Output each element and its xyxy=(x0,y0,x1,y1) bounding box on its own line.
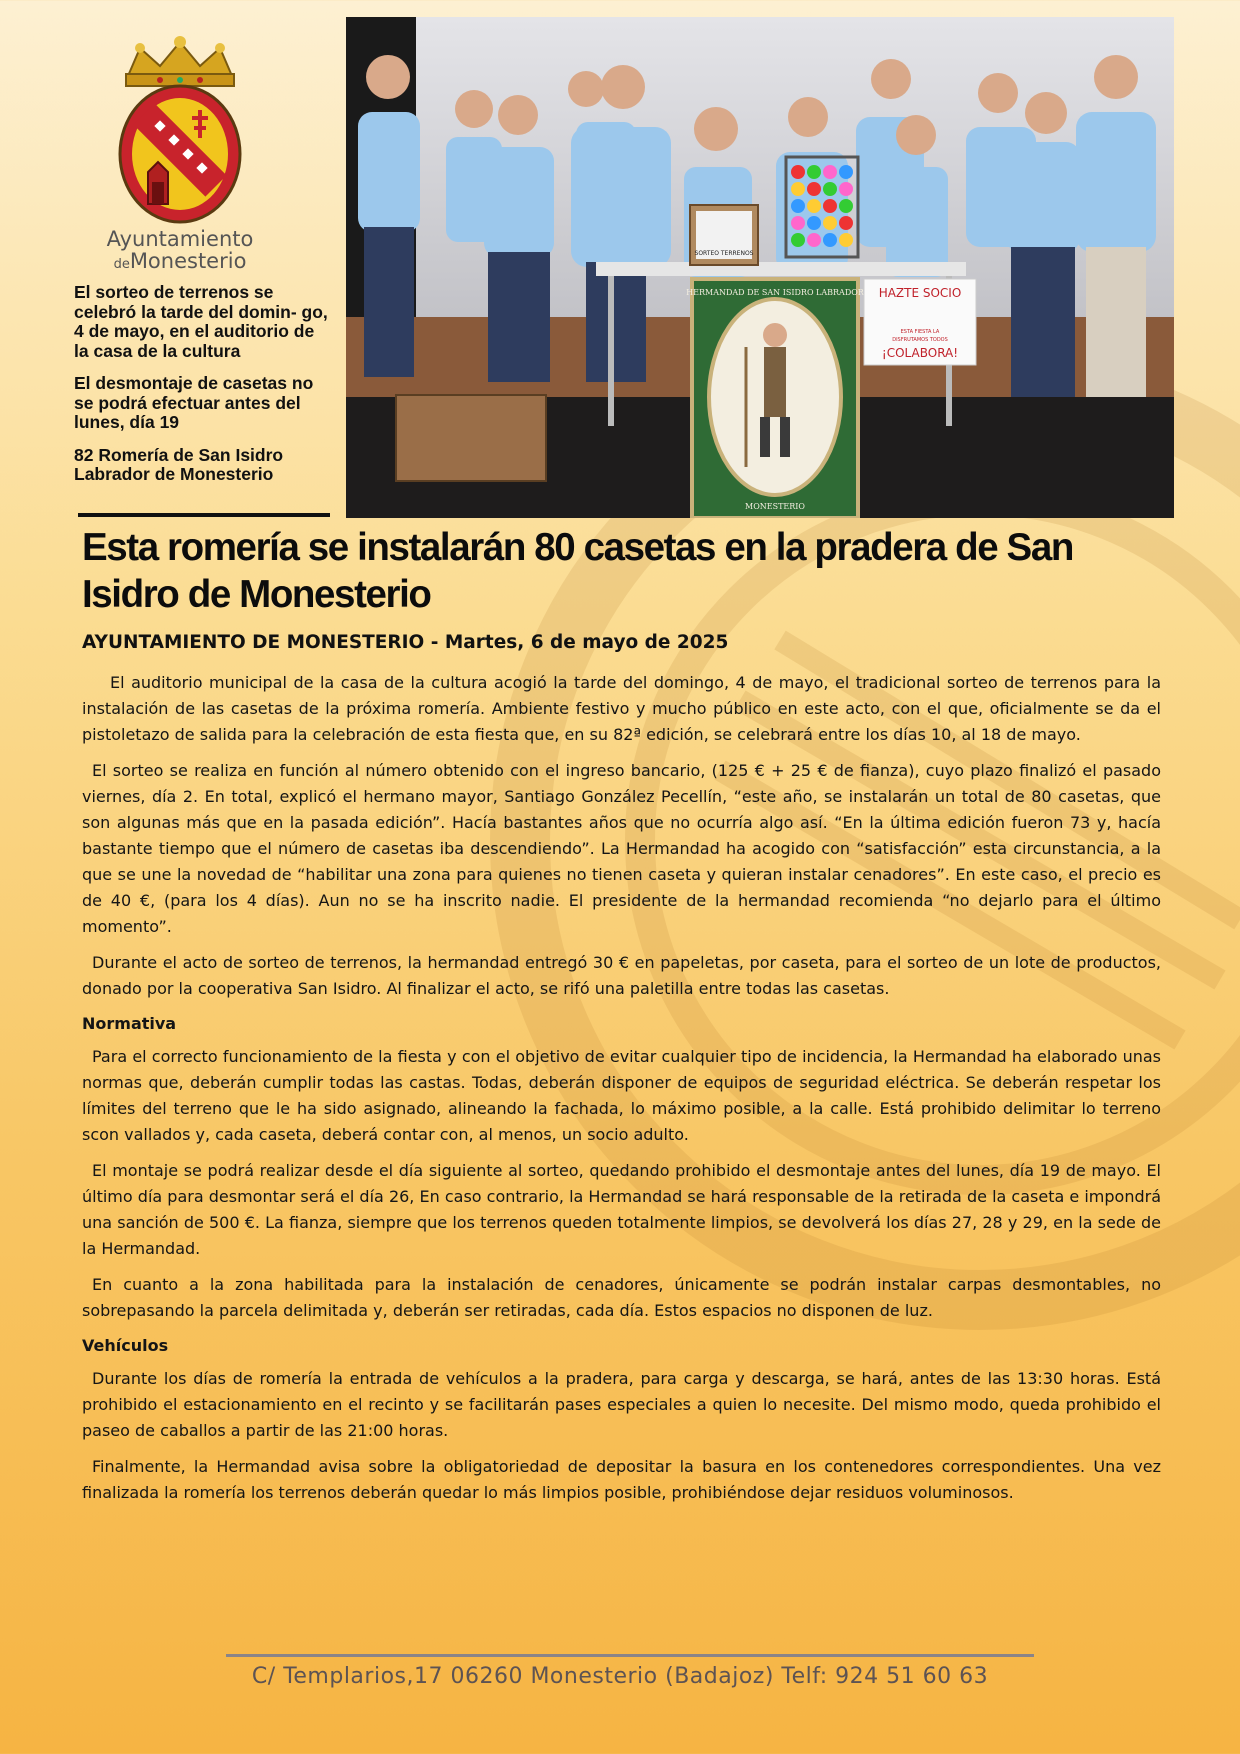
article-paragraph: El montaje se podrá realizar desde el día siguiente al sorteo, quedando prohibido el desmontaje antes del lunes, día 19 de mayo. El último día para desmontar será el día 26, En caso contrario, la Hermandad se hará responsable de la retirada de la caseta e impondrá una sanción de 500 €. La fianza, siempre que los terrenos queden totalmente limpios, se devolverá los días 27, 28 y 29, en la sede de la Hermandad. xyxy=(82,1161,1161,1258)
logo-line-2: Monesterio xyxy=(129,249,247,273)
logo-line-1: Ayuntamiento xyxy=(106,227,254,251)
highlight-3: 82 Romería de San Isidro Labrador de Monesterio xyxy=(74,444,284,484)
highlight-1: El sorteo de terrenos se celebró la tarde del domin- go, 4 de mayo, en el auditorio de la casa de la cultura xyxy=(74,282,328,361)
article-paragraph: Para el correcto funcionamiento de la fiesta y con el objetivo de evitar cualquier tipo de incidencia, la Hermandad ha elaborado unas normas que, deberán cumplir todas las castas. Todas, deberán disponer de equipos de seguridad eléctrica. Se deberán respetar los límites del terreno que le ha sido asignado, alineando la fachada, lo máximo posible, a la calle. Está prohibido delimitar lo terreno scon vallados y, cada caseta, deberá contar con, al menos, un socio adulto. xyxy=(82,1047,1161,1144)
article-paragraph: En cuanto a la zona habilitada para la instalación de cenadores, únicamente se podrán instalar carpas desmontables, no sobrepasando la parcela delimitada y, deberán ser retiradas, cada día. Estos espacios no disponen de luz. xyxy=(82,1275,1161,1320)
poster-line-2: DISFRUTAMOS TODOS xyxy=(892,337,948,343)
article-body xyxy=(82,670,1161,1516)
sidebar-divider xyxy=(78,513,330,517)
footer-divider xyxy=(226,1654,1034,1657)
logo-text xyxy=(100,228,260,276)
logo-de: de xyxy=(113,257,130,272)
banner-bottom: MONESTERIO xyxy=(745,502,805,511)
poster-line-1: ESTA FIESTA LA xyxy=(900,329,940,335)
hermandad-banner xyxy=(686,279,865,518)
section-heading-vehiculos: Vehículos xyxy=(82,1336,169,1355)
poster-title: HAZTE SOCIO xyxy=(878,286,962,300)
banner-text: HERMANDAD DE SAN ISIDRO LABRADOR xyxy=(686,288,864,297)
article-headline: Esta romería se instalarán 80 casetas en la pradera de San Isidro de Monesterio xyxy=(82,526,1073,616)
highlight-2: El desmontaje de casetas no se podrá efectuar antes del lunes, día 19 xyxy=(74,373,314,432)
article-byline: AYUNTAMIENTO DE MONESTERIO - Martes, 6 de mayo de 2025 xyxy=(82,632,729,653)
sidebar-highlights xyxy=(74,283,332,498)
hazte-socio-poster xyxy=(864,279,976,365)
article-paragraph: Durante los días de romería la entrada de vehículos a la pradera, para carga y descarga, se hará, antes de las 13:30 horas. Está prohibido el estacionamiento en el recinto y se facilitarán pases especiales a quien lo necesite. Del mismo modo, queda prohibido el paseo de caballos a partir de las 21:00 horas. xyxy=(82,1369,1161,1440)
box-label: SORTEO TERRENOS xyxy=(694,250,754,257)
footer-address: C/ Templarios,17 06260 Monesterio (Badajoz) Telf: 924 51 60 63 xyxy=(251,1664,989,1689)
coat-of-arms-icon xyxy=(110,36,250,226)
section-heading-normativa: Normativa xyxy=(82,1014,177,1033)
poster-footer: ¡COLABORA! xyxy=(881,346,959,360)
article-paragraph: Durante el acto de sorteo de terrenos, la hermandad entregó 30 € en papeletas, por caseta, para el sorteo de un lote de productos, donado por la cooperativa San Isidro. Al finalizar el acto, se rifó una paletilla entre todas las casetas. xyxy=(82,953,1161,998)
article-paragraph: El sorteo se realiza en función al número obtenido con el ingreso bancario, (125 € + 25 € de fianza), cuyo plazo finalizó el pasado viernes, día 2. En total, explicó el hermano mayor, Santiago González Pecellín, “este año, se instalarán un total de 80 casetas, que son algunas más que en la pasada edición”. Hacía bastantes años que no ocurría algo así. “En la última edición fueron 73 y, hacía bastante tiempo que el número de casetas iba descendiendo”. La Hermandad ha acogido con “satisfacción” esta circunstancia, a la que se une la novedad de “habilitar una zona para quienes no tienen caseta y quieran instalar cenadores”. En este caso, el precio es de 40 €, (para los 4 días). Aun no se ha inscrito nadie. El presidente de la hermandad recomienda “no dejarlo para el último momento”. xyxy=(82,761,1161,936)
article-paragraph: El auditorio municipal de la casa de la cultura acogió la tarde del domingo, 4 de mayo, el tradicional sorteo de terrenos para la instalación de las casetas de la próxima romería. Ambiente festivo y mucho público en este acto, con el que, oficialmente se da el pistoletazo de salida para la celebración de esta fiesta que, en su 82ª edición, se celebrará entre los días 10, al 18 de mayo. xyxy=(82,673,1161,744)
municipal-logo xyxy=(100,36,260,276)
event-photo xyxy=(346,17,1174,518)
article-paragraph: Finalmente, la Hermandad avisa sobre la obligatoriedad de depositar la basura en los contenedores correspondientes. Una vez finalizada la romería los terrenos deberán quedar lo más limpios posible, prohibiéndose dejar residuos voluminosos. xyxy=(82,1457,1161,1502)
photo-illustration xyxy=(346,17,1174,518)
